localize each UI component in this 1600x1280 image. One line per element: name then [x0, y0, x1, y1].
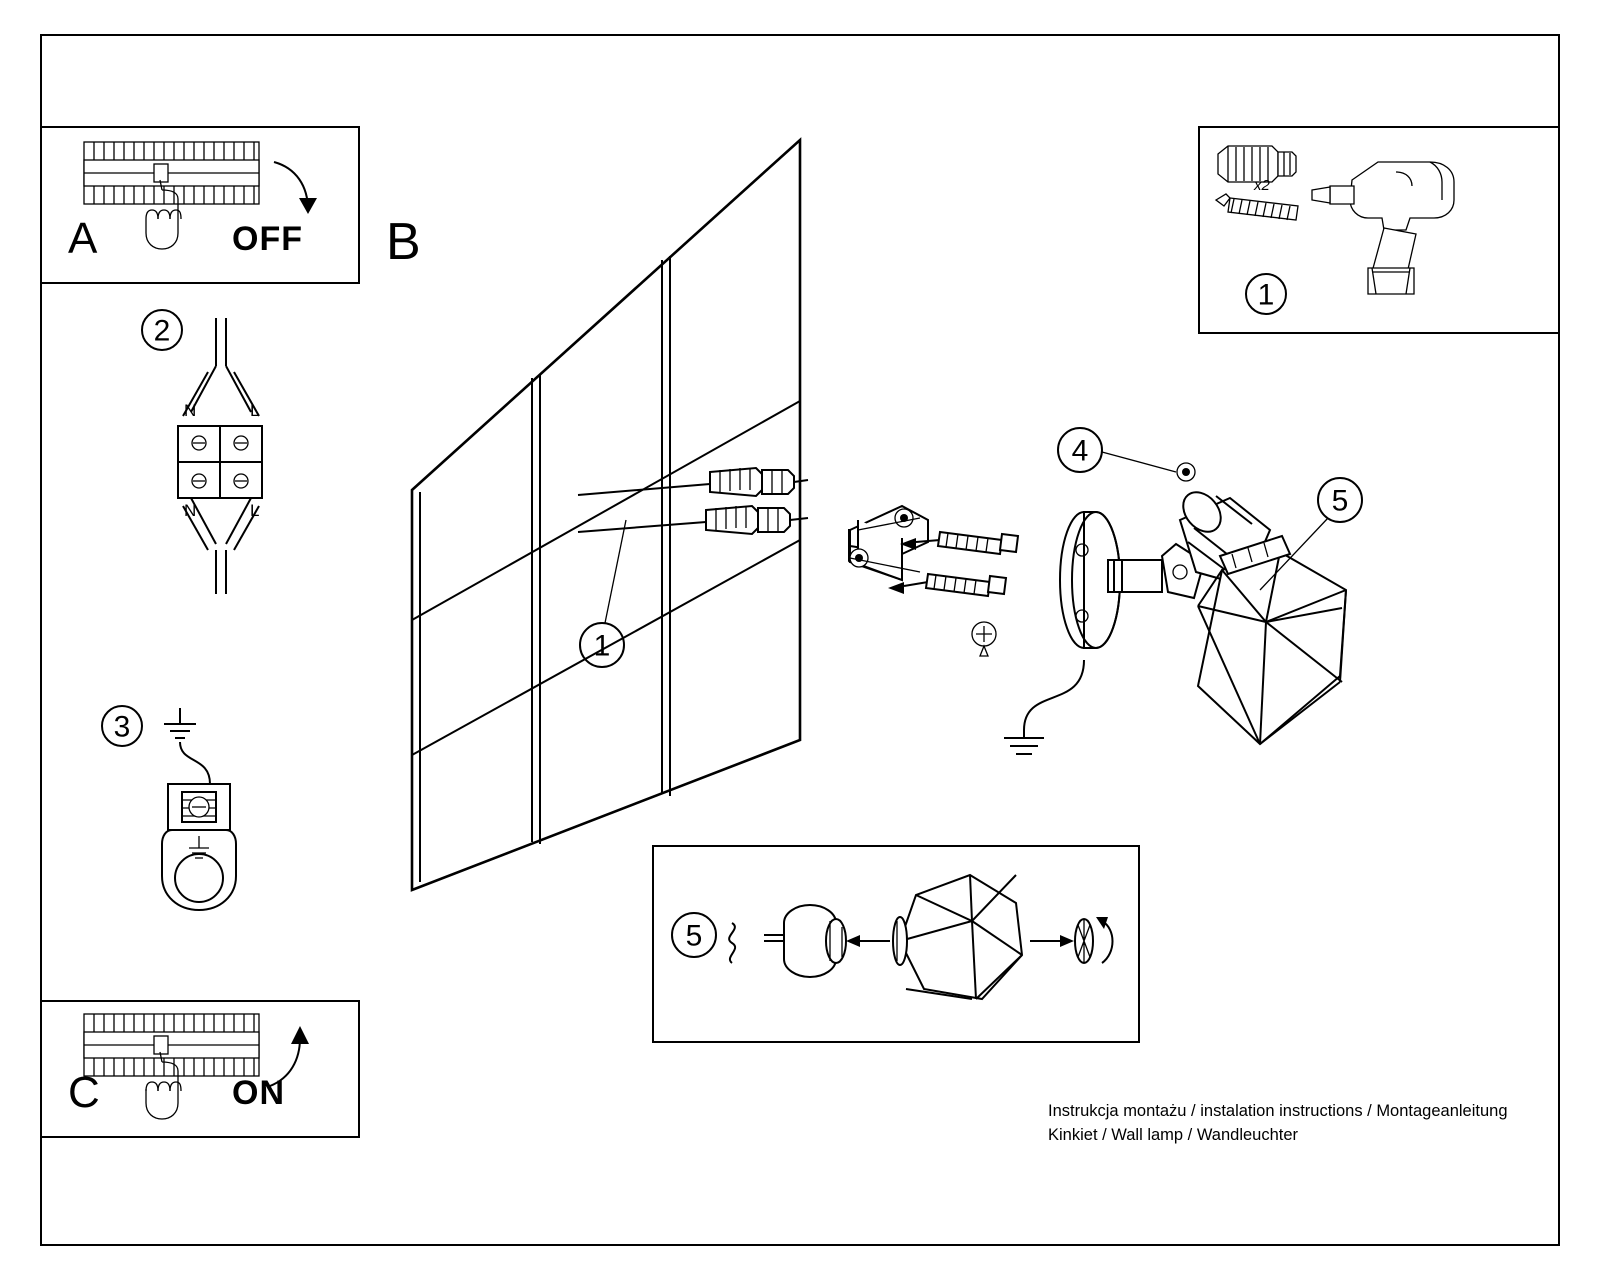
- bracket-screw-lower: [888, 574, 1006, 596]
- lamp-socket: [764, 905, 846, 977]
- shade-fixing-nut: [1075, 919, 1093, 963]
- panel-c-power-on: [40, 1000, 360, 1138]
- lamp-canopy: [1060, 512, 1162, 648]
- panel-a-power-off: [40, 126, 360, 284]
- quantity-label: x2: [1254, 177, 1270, 194]
- step-4-number: 4: [1071, 434, 1089, 468]
- cage-lamp-shade: [1198, 552, 1346, 744]
- terminal-label-N-top: N: [184, 401, 197, 420]
- section-c-letter: C: [68, 1068, 100, 1117]
- shade-collar-ring: [893, 917, 907, 965]
- step-2-wire-terminal-diagram: [120, 300, 350, 600]
- step-1-wall-number: 1: [593, 629, 611, 663]
- terminal-label-L-top: L: [250, 401, 260, 420]
- svg-text:1: 1: [1257, 278, 1275, 312]
- earth-ground-icon: [164, 708, 196, 738]
- section-a-action-label: OFF: [232, 220, 303, 258]
- step-5-detail-number: 5: [685, 919, 703, 953]
- terminal-label-N-bottom: N: [184, 501, 197, 520]
- terminal-label-L-bottom: L: [250, 501, 260, 520]
- caption-line-1: Instrukcja montażu / instalation instructions / Montageanleitung: [1048, 1102, 1508, 1120]
- cage-shade-detail: [900, 875, 1022, 999]
- shade-assembly-detail: [654, 847, 1142, 1045]
- bracket-fixing-screw-head: [972, 622, 996, 656]
- mounting-bracket: [849, 506, 928, 580]
- section-b-letter: B: [386, 213, 421, 271]
- earth-symbol-lamp: [1004, 660, 1084, 754]
- wall-plug-insert-lower: [578, 506, 808, 534]
- section-c-action-label: ON: [232, 1074, 285, 1112]
- panel-step-5-shade-detail: [652, 845, 1140, 1043]
- section-a-letter: A: [68, 214, 98, 263]
- step-3-number: 3: [113, 710, 131, 744]
- step-2-number: 2: [153, 314, 171, 348]
- step-3-earth-clamp-diagram: [90, 690, 350, 930]
- wall-plug-insert-upper: [578, 468, 808, 496]
- step-5-number: 5: [1331, 484, 1349, 518]
- caption-line-2: Kinkiet / Wall lamp / Wandleuchter: [1048, 1126, 1299, 1144]
